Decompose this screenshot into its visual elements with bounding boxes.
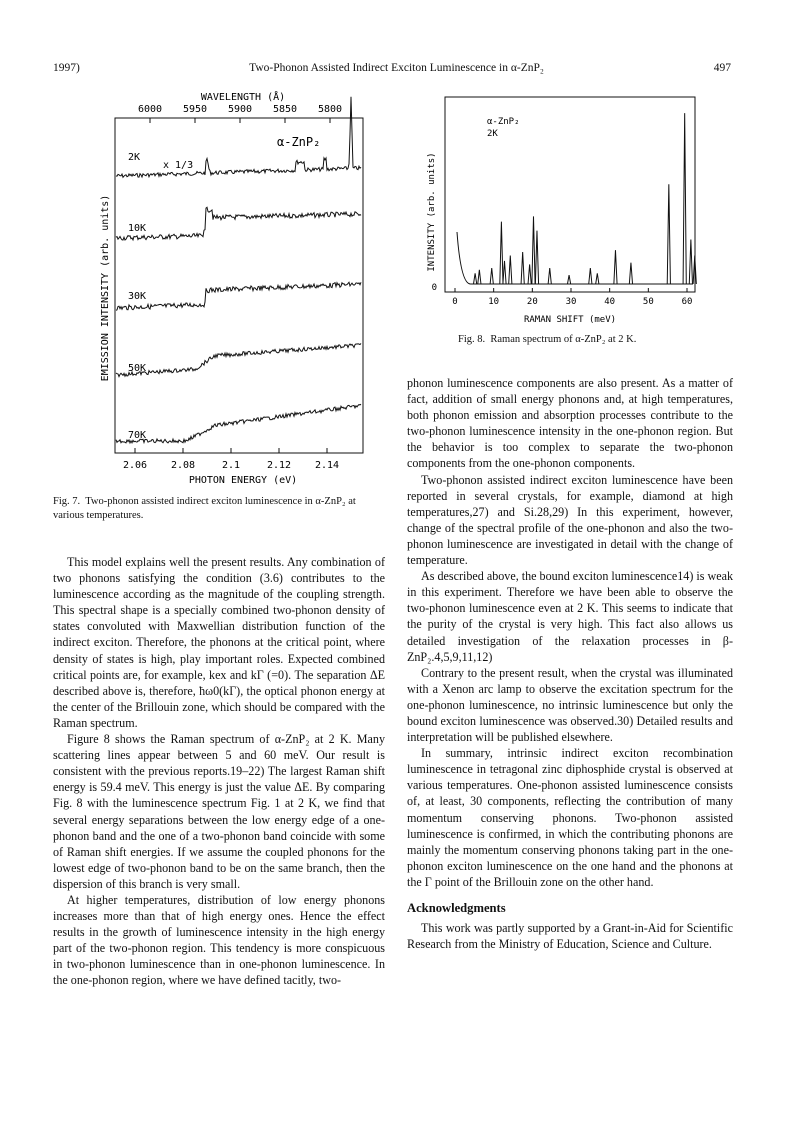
fig7-top-tick-label: 5950 (182, 104, 208, 115)
left-paragraph-3: At higher temperatures, distribution of low energy phonons increases more than that of high energy ones. Hence the effect results in the growth of luminescence intensity in the high energy part of the two-phonon region. This tendency is more conspicuous in two-phonon luminescence than in one-phonon luminescence. In the one-phonon region, where we have defined tacitly, two- (53, 892, 385, 988)
fig7-trace-labels (128, 152, 146, 441)
right-paragraph-4: Contrary to the present result, when the crystal was illuminated with a Xenon arc lamp to observe the excitation spectrum for the one-phonon luminescence, no intrinsic luminescence but only the bound exciton luminescence was observed.30) Detailed results and interpretation will be published elsewhere. (407, 665, 733, 745)
fig7-trace (116, 282, 361, 310)
fig8-peak (548, 268, 551, 284)
fig8-peak (567, 275, 570, 284)
fig7-top-tick-label: 5900 (227, 104, 253, 115)
acknowledgments-heading: Acknowledgments (407, 901, 506, 915)
fig8-y-label: INTENSITY (arb. units) (427, 152, 437, 272)
fig7-trace-label: 2K (128, 152, 141, 163)
fig8-peak (528, 264, 531, 284)
acknowledgments-text: This work was partly supported by a Grant-in-Aid for Scientific Research from the Ministry of Education, Science and Culture. (407, 921, 733, 952)
figure-8-caption-text: Raman spectrum of α-ZnP₂ at 2 K. (490, 334, 637, 345)
fig8-x-tick-label: 0 (452, 297, 458, 307)
fig8-x-label: RAMAN SHIFT (meV) (523, 315, 617, 325)
fig7-trace-label: 30K (128, 291, 147, 302)
fig8-peak (503, 261, 506, 284)
fig7-trace (116, 207, 361, 240)
fig8-x-tick-label: 10 (488, 297, 500, 307)
right-column (407, 375, 733, 952)
fig8-frame (445, 97, 695, 292)
fig7-trace (116, 343, 361, 376)
right-paragraph-3: As described above, the bound exciton luminescence14) is weak in this experiment. Therefore we have been able to observe the two-phonon luminescence even at 2 K. This seems to indicate that the purity of the crystal is very high. This fact also allows us detailed investigation of the relaxation processes in β-ZnP₂.4,5,9,11,12) (407, 569, 733, 664)
fig7-top-tick-label: 5850 (272, 104, 298, 115)
fig7-trace-label: 50K (128, 363, 147, 374)
figure-7-plot (95, 88, 380, 488)
left-paragraph-2: Figure 8 shows the Raman spectrum of α-ZnP₂ at 2 K. Many scattering lines appear between 5 and 60 meV. Our result is consistent with the previous reports.19–22) The largest Raman shift energy is 59.4 meV. This energy is just the value ΔE. By comparing Fig. 8 with the luminescence spectrum Fig. 1 at 2 K, we find that several energy separations between the low energy edge of a one-phonon band and the one of a two-phonon band coincide with some of Raman shift energies. If we assume the coupled phonons for the lowest edge of two-phonon band to be on the same branch, then the dispersion of this branch is very small. (53, 732, 385, 891)
fig8-peak (500, 222, 503, 284)
fig7-x-tick-label: 2.08 (170, 460, 196, 471)
fig7-x-tick-label: 2.12 (266, 460, 292, 471)
left-paragraph-1: This model explains well the present results. Any combination of two phonons satisfying the condition (3.6) contributes to the luminescence according as the magnitude of the coupling strength. This spectral shape is a specially combined two-phonon density of states convoluted with Maxwellian distribution function of the indirect exciton. Therefore, the phonons at the critical point, where density of states is high, play important roles. Expected combined critical points are, for example, kex and kΓ (=0). The separation ΔE described above is, therefore, ħω0(kΓ), the optical phonon energy at the center of the Brillouin zone, which should be compared with the Raman spectrum. (53, 555, 385, 730)
fig7-trace-label: 10K (128, 223, 147, 234)
fig8-x-tick-label: 60 (681, 297, 693, 307)
fig8-peak (596, 273, 599, 284)
fig8-x-tick-label: 50 (642, 297, 654, 307)
fig7-top-tick-label: 5800 (317, 104, 343, 115)
fig7-x-tick-label: 2.14 (314, 460, 340, 471)
fig7-scale-note: x 1/3 (163, 160, 194, 171)
fig8-peak (509, 256, 512, 285)
fig8-peak (478, 270, 481, 284)
fig7-top-tick-label: 6000 (137, 104, 163, 115)
figure-7-caption-label: Fig. 7. (53, 496, 81, 507)
fig8-zero-label: 0 (431, 283, 437, 293)
fig8-peak (614, 250, 617, 284)
fig8-peak (521, 252, 524, 284)
figure-8 (425, 92, 705, 327)
fig7-trace-label: 70K (128, 430, 147, 441)
fig7-top-axis-label: WAVELENGTH (Å) (200, 92, 286, 103)
fig8-peak (532, 216, 535, 284)
right-paragraph-5: In summary, intrinsic indirect exciton recombination luminescence in tetragonal zinc diphosphide crystal is observed at various temperatures. One-phonon assisted luminescence consists of, at least, 30 components, reflecting the contribution of many momentum conserving phonons. Two-phonon assisted luminescence is confirmed, in which the contributing phonons are mainly the momentum conserving phonons taking part in the one-phonon exciton luminescence on the one hand and the phonons at the Γ point of the Brillouin zone on the other hand. (407, 746, 733, 889)
left-column (53, 554, 385, 989)
fig8-rayleigh-wing (457, 232, 470, 284)
figure-7-caption-text: Two-phonon assisted indirect exciton luminescence in α-ZnP₂ at various temperatures. (53, 496, 356, 521)
fig8-peak (474, 273, 477, 284)
fig8-peak (689, 240, 692, 285)
fig7-x-label: PHOTON ENERGY (eV) (188, 475, 298, 486)
fig7-trace (116, 404, 361, 443)
fig8-peak (589, 268, 592, 284)
fig8-x-tick-label: 20 (526, 297, 538, 307)
header-page-number: 497 (713, 62, 731, 74)
fig8-x-tick-label: 30 (565, 297, 577, 307)
right-paragraph-2: Two-phonon assisted indirect exciton luminescence have been reported in several crystals, for example, diamond at high temperatures,27) and Si.28,29) In this experiment, however, change of the spectral profile of the one-phonon and also the two-phonon luminescence are investigated in detail with the change of temperature. (407, 472, 733, 568)
figure-7 (95, 88, 380, 488)
fig7-y-label: EMISSION INTENSITY (arb. units) (100, 194, 111, 382)
fig8-peak (490, 268, 493, 284)
fig7-x-tick-label: 2.06 (122, 460, 148, 471)
fig8-peak (683, 113, 686, 284)
fig8-peak (667, 184, 670, 284)
fig8-peak (535, 231, 538, 284)
figure-8-caption (458, 333, 718, 347)
figure-8-plot (425, 92, 705, 327)
fig7-compound-label: α-ZnP₂ (277, 135, 321, 149)
fig8-compound-label: α-ZnP₂ (487, 117, 520, 127)
fig7-top-ticks (138, 104, 342, 123)
figure-7-caption (53, 495, 383, 523)
fig7-traces (116, 97, 361, 443)
fig8-x-ticks (452, 288, 692, 307)
header-journal-year: 1997) (53, 62, 80, 74)
header-running-title: Two-Phonon Assisted Indirect Exciton Luminescence in α-ZnP₂ (249, 62, 544, 74)
fig7-x-ticks (123, 448, 339, 471)
fig8-x-tick-label: 40 (604, 297, 616, 307)
fig8-temp-label: 2K (487, 129, 498, 139)
figure-8-caption-label: Fig. 8. (458, 334, 486, 345)
fig7-x-tick-label: 2.1 (221, 460, 241, 471)
fig8-peak (629, 263, 632, 284)
right-paragraph-1: phonon luminescence components are also present. As a matter of fact, addition of small energy phonons and, at high temperatures, both phonon emission and absorption processes contribute to the two-phonon luminescence intensity in the one-phonon region. But the behavior is too complex to separate the two-phonon components from the one-phonon components. (407, 376, 733, 471)
